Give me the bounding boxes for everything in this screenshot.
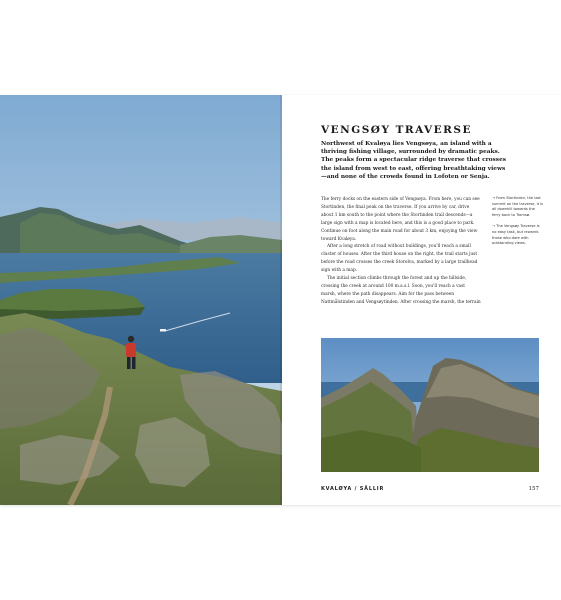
- body-paragraph: After a long stretch of road without buildings, you'll reach a small cluster of houses. After the third house on the right, the trail starts just before the road crosses the creek Storelva, marked by a large trailhead sign with a map.: [321, 244, 478, 274]
- body-paragraph: The ferry docks on the eastern side of Vengsøya. From here, you can see Stortinden, the final peak on the traverse. If you arrive by car, drive about 1 km south to the point where the Stortinden trail descends—a large sign with a map is located here, and this is a good place to park. Continue on foot along the main road for about 3 km, enjoying the view toward Kvaløya.: [321, 197, 480, 242]
- body-text: [321, 196, 481, 307]
- intro-paragraph: Northwest of Kvaløya lies Vengsøya, an island with a thriving fishing village, surrounded by dramatic peaks. The peaks form a spectacular ridge traverse that crosses the island from west to east, offering breathtaking views—and none of the crowds found in Lofoten or Senja.: [321, 141, 507, 180]
- text-page: [282, 95, 561, 505]
- mountain-ridge-photo: [321, 338, 539, 472]
- margin-notes: [492, 196, 544, 253]
- article-title: VENGSØY TRAVERSE: [321, 124, 472, 136]
- page-number: 157: [528, 486, 539, 492]
- body-paragraph: The initial section climbs through the forest and up the hillside, crossing the creek at around 100 m.a.s.l. Soon, you'll reach a vast marsh, where the path disappears. Aim for the pass between Nattmålstinden and Vengsøytinden. After crossing the marsh, the terrain: [321, 276, 481, 305]
- landscape-photo-hiker: [0, 95, 282, 505]
- margin-note: → The Vengsøy Traverse is no easy task, but rewards those who dare with outstanding views.: [492, 224, 540, 246]
- book-spread: [0, 95, 561, 505]
- running-footer: KVALØYA / SÅLLIR: [321, 486, 385, 492]
- margin-note: → From Stortinden, the last summit on the traverse, it is all downhill towards the ferry back to Tromsø.: [492, 196, 544, 217]
